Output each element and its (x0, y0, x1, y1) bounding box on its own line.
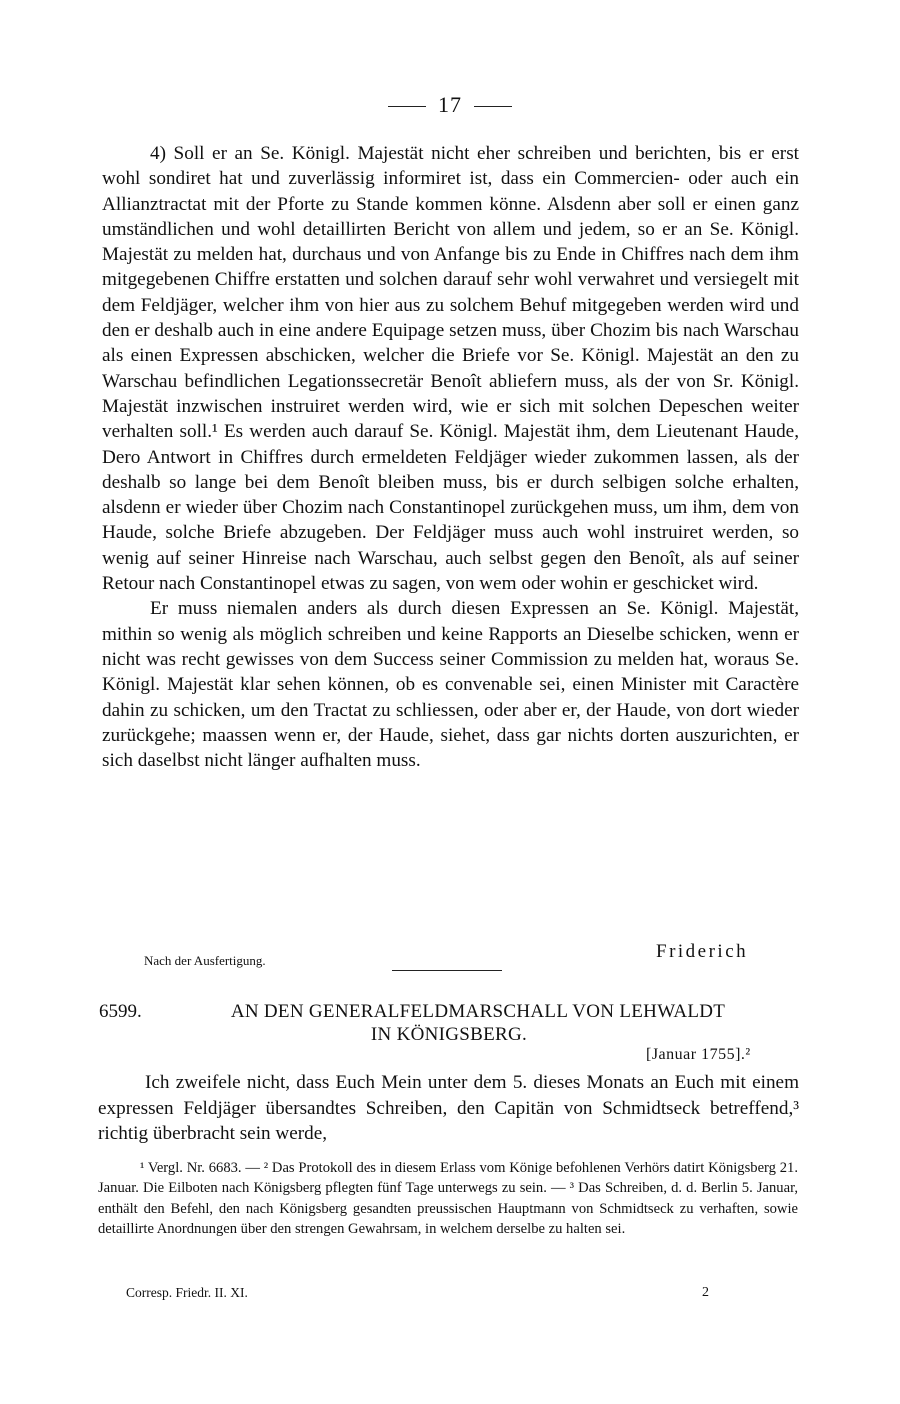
main-text (102, 141, 799, 773)
signature: Friderich (656, 941, 749, 962)
letter-heading-line1: AN DEN GENERALFELDMARSCHALL VON LEHWALDT (230, 1001, 726, 1022)
letter-body (98, 1070, 799, 1147)
page-number-text: 17 (438, 92, 462, 117)
separator-rule (392, 970, 502, 971)
page-number (0, 92, 900, 118)
footnotes (98, 1158, 798, 1239)
letter-date: [Januar 1755].² (646, 1046, 751, 1063)
footnotes-text: ¹ Vergl. Nr. 6683. — ² Das Protokoll des in diesem Erlass vom Könige befohlenen Verhörs datirt Königsberg 21. Januar. Die Eilboten nach Königsberg pflegten fünf Tage unterwegs zu sein. — ³ Das Schreiben, d. d. Berlin 5. Januar, enthält den Befehl, den nach Königsberg gesandten preussischen Hauptmann von Schmidtseck zu verhaften, sowie detaillirte Anordnungen über den strengen Gewahrsam, in welchem derselbe zu halten sei. (98, 1160, 798, 1237)
footer-series: Corresp. Friedr. II. XI. (126, 1285, 248, 1300)
source-note: Nach der Ausfertigung. (144, 953, 266, 968)
letter-heading (99, 1000, 799, 1046)
letter-heading-line2: IN KÖNIGSBERG. (370, 1024, 528, 1045)
footer-signature-mark: 2 (702, 1285, 709, 1300)
paragraph-instruction-continued: Er muss niemalen anders als durch diesen Expressen an Se. Königl. Majestät, mithin so wenig als möglich schreiben und keine Rapports an Dieselbe schicken, wenn er nicht was recht gewisses von dem Success seiner Commission zu melden hat, woraus Se. Königl. Majestät klar sehen können, ob es convenable sei, einen Minister mit Caractère dahin zu schicken, um den Tractat zu schliessen, oder aber er, der Haude, von dort wieder zurückgehe; maassen wenn er, der Haude, siehet, dass gar nichts dorten auszurichten, er sich daselbst nicht länger aufhalten muss. (102, 598, 799, 772)
page-number-dash-left (388, 106, 426, 107)
letter-number: 6599. (99, 1001, 142, 1022)
page-number-dash-right (474, 106, 512, 107)
letter-body-text: Ich zweifele nicht, dass Euch Mein unter dem 5. dieses Monats an Euch mit einem expressen Feldjäger übersandtes Schreiben, den Capitän von Schmidtseck betreffend,³ richtig überbracht sein werde, (98, 1072, 799, 1144)
paragraph-instruction-4: 4) Soll er an Se. Königl. Majestät nicht eher schreiben und berichten, bis er erst wohl sondiret hat und zuverlässig informiret ist, dass ein Commercien- oder auch ein Allianztractat mit der Pforte zu Stande kommen könne. Alsdenn aber soll er einen ganz umständlichen und wohl detaillirten Bericht von allem und jedem, so er an Se. Königl. Majestät zu melden hat, durchaus und von Anfange bis zu Ende in Chiffres nach dem ihm mitgegebenen Chiffre erstatten und solchen darauf sehr wohl verwahret und versiegelt mit dem Feldjäger, welcher ihm von hier aus zu solchem Behuf mitgegeben werden wird und den er deshalb auch in eine andere Equipage setzen muss, über Chozim bis nach Warschau als einen Expressen abschicken, welcher die Briefe vor Se. Königl. Majestät an den zu Warschau befindlichen Legationssecretär Benoît abliefern muss, als der von Sr. Königl. Majestät inzwischen instruiret werden wird, wie er sich mit solchen Depeschen weiter verhalten soll.¹ Es werden auch darauf Se. Königl. Majestät ihm, dem Lieutenant Haude, Dero Antwort in Chiffres durch ermeldeten Feldjäger wieder zukommen lassen, als der deshalb so lange bei dem Benoît bleiben muss, bis er durch selbigen solche erhalten, alsdenn er wieder über Chozim nach Constantinopel zurückgehen muss, um ihm, dem von Haude, solche Briefe abzugeben. Der Feldjäger muss auch wohl instruiret werden, so wenig auf seiner Hinreise nach Warschau, auch selbst gegen den Benoît, als auf seiner Retour nach Constantinopel etwas zu sagen, von wem oder wohin er geschicket wird. (102, 143, 799, 595)
